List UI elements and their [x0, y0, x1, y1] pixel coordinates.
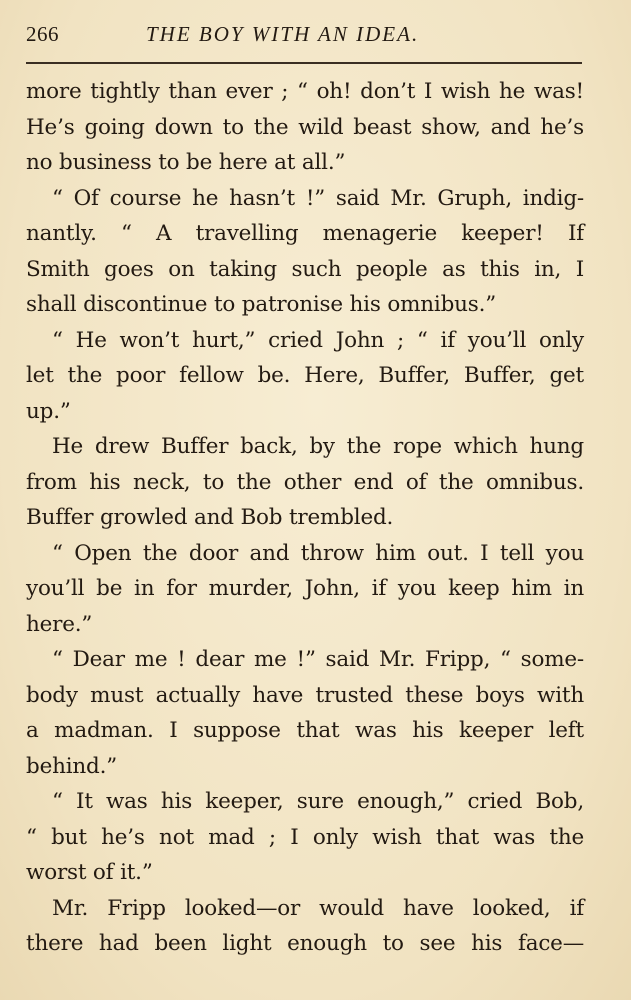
text-line: up.”: [26, 398, 71, 424]
text-line: you’ll be in for murder, John, if you keep him in: [26, 576, 584, 601]
page-number: 266: [26, 22, 59, 46]
text-line: worst of it.”: [26, 860, 153, 885]
text-line: “ Dear me ! dear me !” said Mr. Fripp, “ some-: [52, 647, 584, 672]
text-line: He’s going down to the wild beast show, and he’s: [26, 114, 584, 140]
text-line: He drew Buffer back, by the rope which hung: [52, 434, 584, 459]
text-line: no business to be here at all.”: [26, 150, 346, 175]
text-line: shall discontinue to patronise his omnibus.”: [26, 292, 497, 317]
body-text: [26, 74, 584, 962]
text-line: there had been light enough to see his face—: [26, 931, 584, 956]
text-line: Buffer growled and Bob trembled.: [26, 505, 394, 530]
text-line: let the poor fellow be. Here, Buffer, Buffer, get: [26, 363, 584, 388]
text-line: body must actually have trusted these boys with: [26, 682, 584, 708]
text-line: “ but he’s not mad ; I only wish that was the: [26, 824, 584, 850]
text-line: from his neck, to the other end of the omnibus.: [26, 469, 584, 495]
text-line: “ Of course he hasn’t !” said Mr. Gruph, indig-: [52, 185, 584, 211]
text-line: behind.”: [26, 753, 118, 779]
running-head: [26, 22, 582, 56]
text-line: more tightly than ever ; “ oh! don’t I wish he was!: [26, 79, 584, 104]
text-line: “ It was his keeper, sure enough,” cried Bob,: [52, 789, 584, 814]
text-line: Mr. Fripp looked—or would have looked, if: [52, 895, 584, 921]
text-line: nantly. “ A travelling menagerie keeper! If: [26, 221, 584, 246]
text-line: “ He won’t hurt,” cried John ; “ if you’ll only: [52, 327, 584, 353]
text-line: Smith goes on taking such people as this in, I: [26, 256, 584, 282]
page-heading: THE BOY WITH AN IDEA.: [146, 22, 420, 46]
header-rule: [26, 62, 582, 64]
text-line: “ Open the door and throw him out. I tell you: [52, 540, 584, 566]
text-line: here.”: [26, 611, 93, 637]
text-line: a madman. I suppose that was his keeper left: [26, 718, 584, 743]
